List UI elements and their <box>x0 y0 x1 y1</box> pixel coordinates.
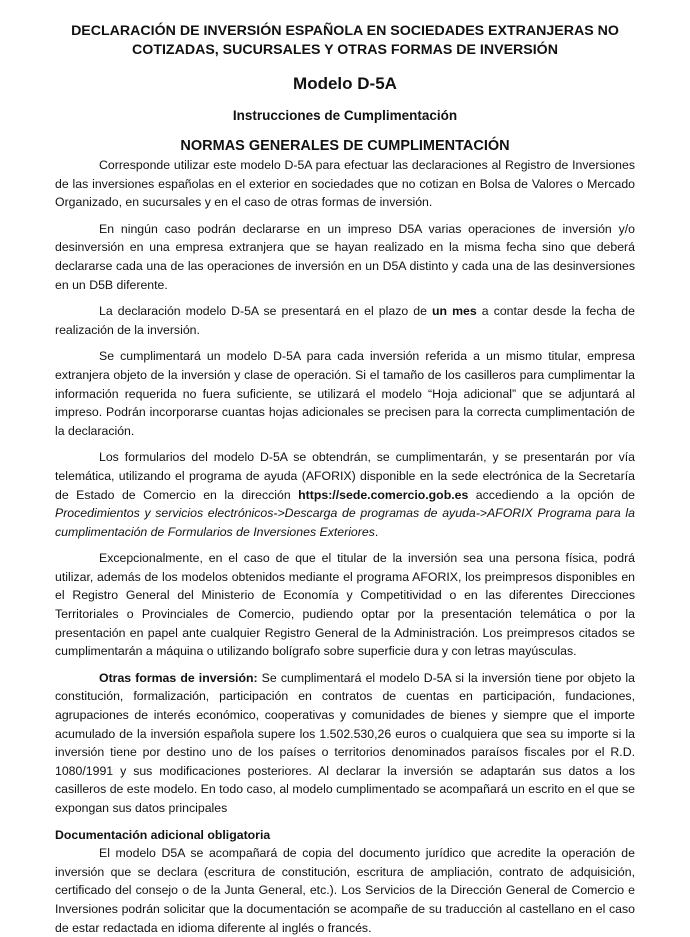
paragraph-telematic <box>55 448 635 541</box>
deadline-emphasis: un mes <box>432 304 477 319</box>
other-forms-label: Otras formas de inversión: <box>99 670 258 685</box>
instructions-subtitle: Instrucciones de Cumplimentación <box>232 108 458 123</box>
paragraph-exception: Excepcionalmente, en el caso de que el titular de la inversión sea una persona física, podrá utilizar, además de los modelos obtenidos mediante el programa AFORIX, los preimpresos disponibles en el Registro General del Ministerio de Economía y Competitividad o en las diferentes Direcciones Territoriales o Provinciales de Comercio, pudiendo optar por la presentación telemática o por la presentación en papel ante cualquier Registro General de la Administración. Los preimpresos citados se cumplimentarán a máquina o utilizando bolígrafo sobre superficie dura y con letras mayúsculas. <box>55 551 635 659</box>
aforix-path: Procedimientos y servicios electrónicos->Descarga de programas de ayuda->AFORIX Programa para la cumplimentación de Formularios de Inversiones Exteriores <box>55 506 635 539</box>
paragraph-deadline <box>55 302 635 339</box>
deadline-text-end: a contar desde la fecha de realización de la inversión. <box>55 304 635 337</box>
paragraph-other-forms <box>55 669 635 818</box>
telematic-text-middle: accediendo a la opción de <box>468 487 635 502</box>
telematic-text-start: Los formularios del modelo D-5A se obtendrán, se cumplimentarán, y se presentarán por vía telemática, utilizando el programa de ayuda (AFORIX) disponible en la sede electrónica de la Secretaría de Estado de Comercio en la dirección <box>55 450 635 502</box>
model-title: Modelo D-5A <box>293 74 397 93</box>
telematic-text-end: . <box>374 524 379 539</box>
paragraph-multiple-operations: En ningún caso podrán declararse en un impreso D5A varias operaciones de inversión y/o desinversión en una empresa extranjera que se hayan realizado en la misma fecha sino que deberá declararse cada una de las operaciones de inversión en un D5A distinto y cada una de las desinversiones en un D5B diferente. <box>55 221 635 292</box>
paragraph-intro: Corresponde utilizar este modelo D-5A para efectuar las declaraciones al Registro de Inversiones de las inversiones españolas en el exterior en sociedades que no cotizan en Bolsa de Valores o Mercado Organizado, en sucursales y en el caso de otras formas de inversión. <box>55 158 635 210</box>
body-text <box>55 156 635 937</box>
other-forms-text: Se cumplimentará el modelo D-5A si la inversión tiene por objeto la constitución, formalización, participación en contratos de cuentas en participación, fundaciones, agrupaciones de interés económico, cooperativas y comunidades de bienes y siempre que el importe acumulado de la inversión española supere los 1.502.530,26 euros o cualquiera que sea su importe si la inversión tiene por destino uno de los países o territorios denominados paraísos fiscales por el R.D. 1080/1991 y sus modificaciones posteriores. Al declarar la inversión se adaptarán sus datos a los casilleros de este modelo. En todo caso, al modelo cumplimentado se acompañará un escrito en el que se expongan sus datos principales <box>55 670 635 815</box>
deadline-text-start: La declaración modelo D-5A se presentará en el plazo de <box>99 304 433 319</box>
paragraph-additional-docs: El modelo D5A se acompañará de copia del documento jurídico que acredite la operación de inversión que se declara (escritura de constitución, escritura de ampliación, contrato de adquisición, certificado del consejo o de la Junta General, etc.). Los Servicios de la Dirección General de Comercio e Inversiones podrán solicitar que la documentación se acompañe de su traducción al castellano en el caso de estar redactada en idioma diferente al inglés o francés. <box>55 846 635 935</box>
sede-url-link[interactable]: https://sede.comercio.gob.es <box>298 487 469 502</box>
paragraph-one-per-investment: Se cumplimentará un modelo D-5A para cada inversión referida a un mismo titular, empresa extranjera objeto de la inversión y clase de operación. Si el tamaño de los casilleros para cumplimentar la información requerida no fuera suficiente, se utilizará el modelo “Hoja adicional” que se adjuntará al impreso. Podrán incorporarse cuantas hojas adicionales se precisen para la correcta cumplimentación de la declaración. <box>55 349 635 438</box>
document-title: DECLARACIÓN DE INVERSIÓN ESPAÑOLA EN SOCIEDADES EXTRANJERAS NO COTIZADAS, SUCURSALES Y OTRAS FORMAS DE INVERSIÓN <box>71 23 619 58</box>
section-title: NORMAS GENERALES DE CUMPLIMENTACIÓN <box>180 138 510 154</box>
additional-docs-heading: Documentación adicional obligatoria <box>55 827 271 842</box>
